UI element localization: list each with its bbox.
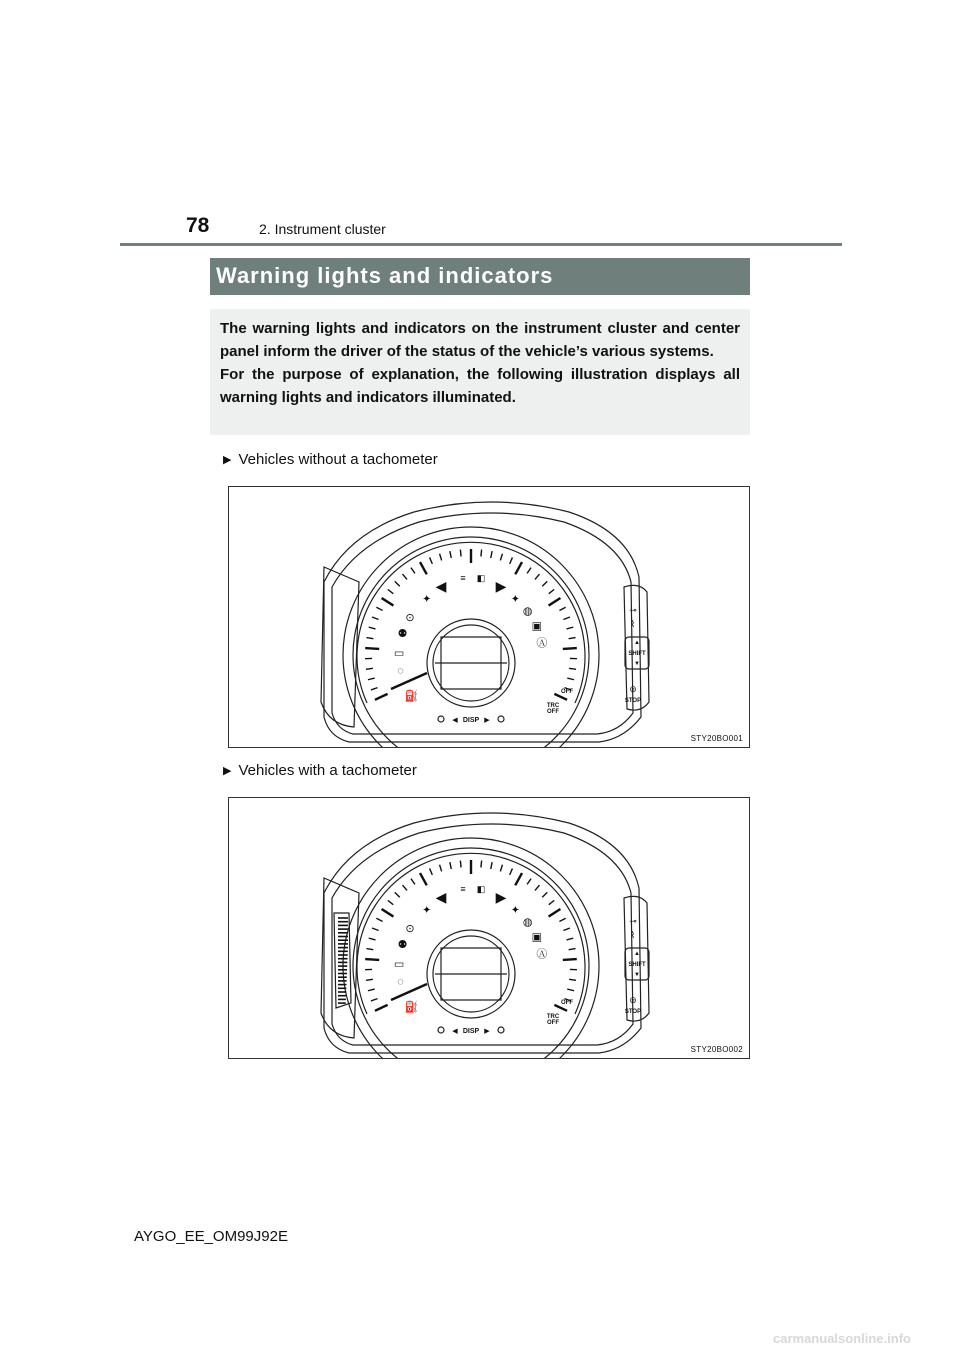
- trc-off-label: OFF: [547, 1020, 559, 1026]
- dial-tick: [569, 949, 576, 950]
- dial-tick: [366, 949, 373, 950]
- brake-icon: ◍: [522, 605, 533, 618]
- shift-up-icon: ▲: [634, 951, 640, 957]
- dial-tick: [460, 550, 461, 557]
- dial-tick: [542, 892, 547, 897]
- dial-tick: [366, 668, 373, 669]
- dial-arc: [357, 542, 585, 703]
- shift-label: SHIFT: [628, 651, 646, 657]
- turn-left-icon: ◀: [435, 578, 447, 594]
- dial-tick: [515, 562, 522, 574]
- dial-tick: [366, 979, 373, 980]
- dial-tick: [376, 607, 382, 610]
- temp-icon: ⌇: [630, 930, 636, 940]
- dial-tick: [460, 861, 461, 868]
- dial-tick: [549, 598, 561, 606]
- page-number: 78: [186, 214, 210, 237]
- dial-tick: [372, 928, 379, 931]
- figure-cluster-with-tachometer: [228, 797, 750, 1059]
- stop-label: STOP: [624, 698, 642, 704]
- turn-left-icon: ◀: [435, 889, 447, 905]
- watermark: carmanualsonline.info: [773, 1331, 911, 1346]
- dial-tick: [365, 959, 379, 960]
- dial-ring: [353, 848, 589, 1058]
- dial-tick: [403, 885, 408, 890]
- dial-tick: [440, 554, 442, 561]
- header-rule: [120, 243, 842, 246]
- dial-tick: [559, 607, 565, 610]
- dial-tick: [371, 999, 378, 1001]
- dial-tick: [368, 678, 375, 680]
- dial-tick: [372, 617, 379, 620]
- dial-tick: [368, 989, 375, 991]
- disp-dot: [498, 716, 504, 722]
- dial-tick: [388, 900, 393, 904]
- footer-doc-code: AYGO_EE_OM99J92E: [134, 1228, 288, 1245]
- cluster-housing-inner: [332, 513, 636, 734]
- fuel-icon: ⛽: [404, 690, 419, 703]
- dial-tick: [376, 918, 382, 921]
- shift-down-icon: ▼: [634, 972, 640, 978]
- auto-icon: Ⓐ: [536, 637, 548, 650]
- dial-tick: [535, 885, 540, 890]
- intro-paragraph-1: The warning lights and indicators on the instrument cluster and center panel inform the driver of the status of the vehicle’s various systems.: [220, 320, 740, 360]
- engine-icon: ◌: [397, 664, 404, 677]
- dial-tick: [371, 688, 378, 690]
- stop-label: STOP: [624, 1009, 642, 1015]
- disp-dot: [498, 1027, 504, 1033]
- dial-tick: [569, 638, 576, 639]
- dial-tick: [395, 892, 400, 897]
- dial-tick: [569, 979, 576, 980]
- disp-right-icon: ▶: [484, 717, 490, 724]
- low-beam-icon: ◧: [476, 884, 486, 894]
- dial-tick: [549, 900, 554, 904]
- dial-tick: [510, 868, 513, 874]
- dial-tick: [527, 879, 531, 885]
- low-beam-icon: ◧: [476, 573, 486, 583]
- dial-tick: [567, 627, 574, 629]
- heading-bar: [210, 258, 750, 295]
- bullet-triangle-icon: ▶: [223, 454, 232, 466]
- indicator-icon: ⚉: [397, 627, 408, 640]
- figure-code-2: STY20BO002: [690, 1045, 743, 1054]
- instrument-cluster-illustration: [229, 798, 749, 1058]
- dial-tick: [369, 938, 376, 940]
- high-beam-icon: ≡: [460, 884, 466, 894]
- brake-icon: ◍: [522, 916, 533, 929]
- shift-label: SHIFT: [628, 962, 646, 968]
- dial-tick: [542, 581, 547, 586]
- fog-light-icon: ✦: [510, 593, 520, 606]
- disp-dot: [438, 1027, 444, 1033]
- dial-ring: [353, 537, 589, 747]
- section-title: 2. Instrument cluster: [259, 221, 386, 237]
- dial-arc: [357, 853, 585, 1014]
- dial-tick: [527, 568, 531, 574]
- dial-tick: [559, 918, 565, 921]
- dial-tick: [491, 551, 492, 558]
- dial-tick: [515, 873, 522, 885]
- indicator-icon: ⚉: [397, 938, 408, 951]
- vsc-off-label: OFF: [561, 1000, 573, 1006]
- dial-tick: [411, 568, 415, 574]
- vsc-off-label: OFF: [561, 689, 573, 695]
- dial-tick: [420, 562, 427, 574]
- indicator-icon: ⊙: [405, 922, 415, 935]
- disp-left-icon: ◀: [452, 1028, 458, 1035]
- dial-tick: [450, 862, 451, 869]
- stop-icon: ⊜: [629, 995, 637, 1005]
- figure-caption-1: [223, 451, 438, 468]
- dial-tick: [395, 581, 400, 586]
- dial-tick: [549, 909, 561, 917]
- dial-tick: [420, 873, 427, 885]
- turn-right-icon: ▶: [495, 889, 507, 905]
- dial-tick: [481, 550, 482, 557]
- dial-tick: [567, 938, 574, 940]
- figure-caption-2: [223, 762, 417, 779]
- dial-tick: [500, 554, 502, 561]
- dial-tick: [535, 574, 540, 579]
- dial-tick: [366, 638, 373, 639]
- seatbelt-icon: ▣: [531, 620, 542, 633]
- dial-tick: [563, 648, 577, 649]
- dial-tick: [569, 668, 576, 669]
- auto-icon: Ⓐ: [536, 948, 548, 961]
- dial-tick: [481, 861, 482, 868]
- disp-label: DISP: [462, 1028, 480, 1035]
- oil-icon: ⊸: [629, 916, 637, 926]
- dial-tick: [440, 865, 442, 872]
- dial-tick: [567, 678, 574, 680]
- dial-tick: [382, 598, 394, 606]
- dial-tick: [388, 589, 393, 593]
- fuel-icon: ⛽: [404, 1001, 419, 1014]
- battery-icon: ▭: [393, 647, 405, 660]
- intro-paragraph-2: For the purpose of explanation, the following illustration displays all warning lights and indicators illuminated.: [220, 366, 740, 406]
- bullet-triangle-icon: ▶: [223, 765, 232, 777]
- page-heading: Warning lights and indicators: [216, 263, 554, 288]
- headlight-icon: ✦: [422, 904, 432, 917]
- seatbelt-icon: ▣: [531, 931, 542, 944]
- shift-down-icon: ▼: [634, 661, 640, 667]
- dial-tick: [375, 1005, 388, 1011]
- battery-icon: ▭: [393, 958, 405, 971]
- figure-caption-1-text: Vehicles without a tachometer: [238, 451, 438, 468]
- dial-tick: [563, 617, 570, 620]
- engine-icon: ◌: [397, 975, 404, 988]
- figure-code-1: STY20BO001: [690, 734, 743, 743]
- oil-icon: ⊸: [629, 605, 637, 615]
- stop-icon: ⊜: [629, 684, 637, 694]
- headlight-icon: ✦: [422, 593, 432, 606]
- instrument-cluster-illustration: [229, 487, 749, 747]
- dial-tick: [500, 865, 502, 872]
- intro-box: [210, 309, 750, 435]
- dial-tick: [549, 589, 554, 593]
- dial-tick: [369, 627, 376, 629]
- dial-tick: [403, 574, 408, 579]
- cluster-housing-inner: [332, 824, 636, 1045]
- dial-tick: [567, 989, 574, 991]
- temp-icon: ⌇: [630, 619, 636, 629]
- dial-tick: [430, 557, 433, 563]
- dial-tick: [510, 557, 513, 563]
- dial-tick: [382, 909, 394, 917]
- figure-cluster-without-tachometer: [228, 486, 750, 748]
- dial-tick: [563, 928, 570, 931]
- dial-tick: [430, 868, 433, 874]
- dial-tick: [450, 551, 451, 558]
- shift-up-icon: ▲: [634, 640, 640, 646]
- trc-label: TRC: [546, 1014, 560, 1020]
- fog-light-icon: ✦: [510, 904, 520, 917]
- dial-tick: [563, 959, 577, 960]
- disp-left-icon: ◀: [452, 717, 458, 724]
- figure-caption-2-text: Vehicles with a tachometer: [238, 762, 417, 779]
- disp-right-icon: ▶: [484, 1028, 490, 1035]
- trc-label: TRC: [546, 703, 560, 709]
- dial-tick: [411, 879, 415, 885]
- high-beam-icon: ≡: [460, 573, 466, 583]
- disp-label: DISP: [462, 717, 480, 724]
- dial-tick: [491, 862, 492, 869]
- dial-tick: [365, 648, 379, 649]
- dial-tick: [375, 694, 388, 700]
- disp-dot: [438, 716, 444, 722]
- indicator-icon: ⊙: [405, 611, 415, 624]
- trc-off-label: OFF: [547, 709, 559, 715]
- turn-right-icon: ▶: [495, 578, 507, 594]
